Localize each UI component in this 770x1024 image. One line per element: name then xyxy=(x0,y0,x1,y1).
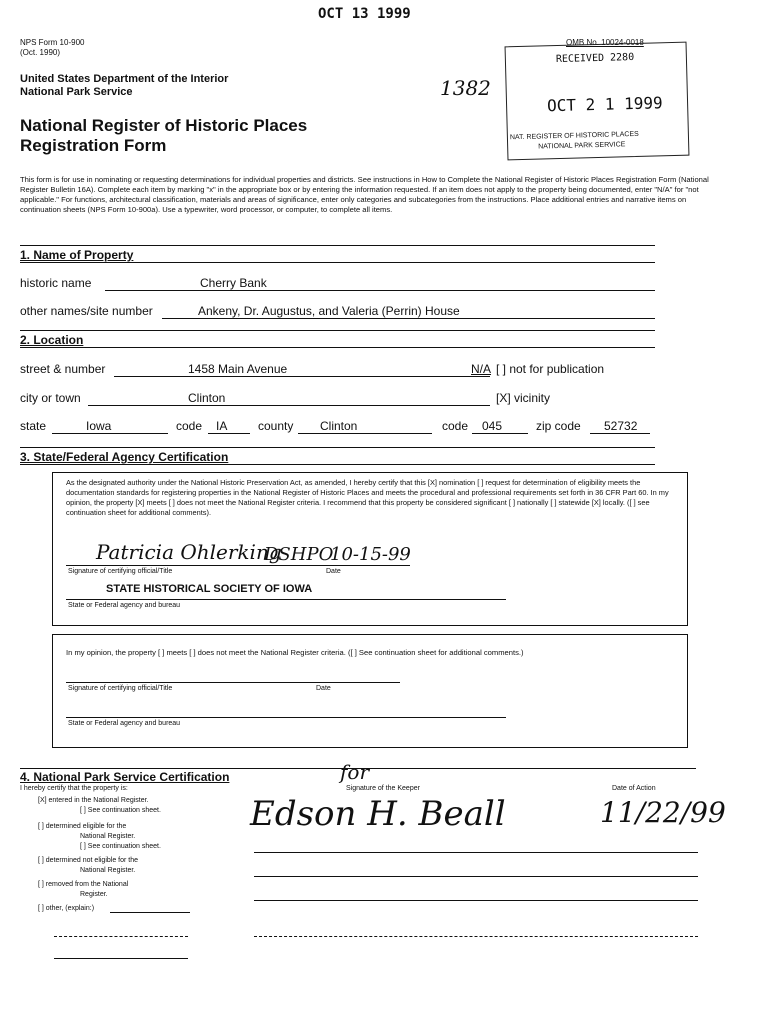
instructions-text: This form is for use in nominating or requesting determinations for individual properties and districts. See instructions in How to Complete the National Register of Historic Places Registration Form (National Register Bulletin 16A). Complete each item by marking "x" in the appropriate box or by entering the information requested. If an item does not apply to the property being documented, enter "N/A" for "not applicable." For functions, architectural classification, materials and areas of significance, enter only categories and subcategories from the instructions. Place additional entries and narrative items on continuation sheets (NPS Form 10-900a). Use a typewriter, word processor, or computer, to complete all items. xyxy=(20,175,709,214)
na-value: N/A xyxy=(471,362,492,376)
date-of-action-label: Date of Action xyxy=(612,785,656,792)
opt-eligible-line2: National Register. xyxy=(80,833,136,840)
received-stamp xyxy=(505,42,690,161)
opinion-text: In my opinion, the property [ ] meets [ ] does not meet the National Register criteria. ([ ] See continuation sheet for additional comments.) xyxy=(66,648,524,657)
opt-eligible[interactable]: [ ] determined eligible for the xyxy=(38,823,127,830)
service: National Park Service xyxy=(20,86,133,98)
page-title: National Register of Historic Places xyxy=(20,116,308,135)
received-date: OCT 2 1 1999 xyxy=(546,93,663,116)
section-2-heading: 2. Location xyxy=(20,333,84,347)
received-org: NAT. REGISTER OF HISTORIC PLACES xyxy=(509,130,639,142)
keeper-for-hand: for xyxy=(340,760,370,784)
city-value: Clinton xyxy=(188,391,226,405)
state-label: state xyxy=(20,419,47,433)
section-4-heading: 4. National Park Service Certification xyxy=(20,770,230,784)
opt-other[interactable]: [ ] other, (explain:) xyxy=(38,905,95,912)
other-names-value: Ankeny, Dr. Augustus, and Valeria (Perrin) House xyxy=(198,304,460,318)
street-label: street & number xyxy=(20,362,106,376)
opt-entered[interactable]: [X] entered in the National Register. xyxy=(38,797,149,804)
state-agency: STATE HISTORICAL SOCIETY OF IOWA xyxy=(106,583,313,595)
state-code-value: IA xyxy=(216,419,228,433)
state-title-hand: DSHPO xyxy=(264,544,334,565)
state-agency-label: State or Federal agency and bureau xyxy=(68,602,181,609)
state-value: Iowa xyxy=(86,419,112,433)
state-cert-text: As the designated authority under the National Historic Preservation Act, as amended, I hereby certify that this [X] nomination [ ] request for determination of eligibility meets the documentation standards for registering properties in the National Register of Historic Places and meets the procedural and professional requirements set forth in 36 CFR Part 60. In my opinion, the property [X] meets [ ] does not meet the National Register criteria. I recommend that this property be considered significant [ ] nationally [ ] statewide [X] locally. ([ ] see continuation sheet for additional comments). xyxy=(66,478,669,517)
received-org2: NATIONAL PARK SERVICE xyxy=(538,141,626,151)
handwritten-number: 1382 xyxy=(440,76,491,100)
keeper-signature: Edson H. Beall xyxy=(250,794,506,834)
keeper-intro: I hereby certify that the property is: xyxy=(20,785,128,792)
state-signature-label: Signature of certifying official/Title xyxy=(68,568,173,575)
county-code-label: code xyxy=(442,419,469,433)
other-names-label: other names/site number xyxy=(20,304,153,318)
state-signature: Patricia Ohlerking xyxy=(96,540,282,564)
keeper-signature-label: Signature of the Keeper xyxy=(346,785,420,792)
county-label: county xyxy=(258,419,294,433)
opt-entered-continuation[interactable]: [ ] See continuation sheet. xyxy=(80,807,161,814)
county-value: Clinton xyxy=(320,419,358,433)
section-1-heading: 1. Name of Property xyxy=(20,248,134,262)
opinion-signature-label: Signature of certifying official/Title xyxy=(68,685,173,692)
zip-label: zip code xyxy=(536,419,581,433)
zip-value: 52732 xyxy=(604,419,638,433)
opt-not-eligible[interactable]: [ ] determined not eligible for the xyxy=(38,857,139,864)
date-of-action-hand: 11/22/99 xyxy=(600,796,726,829)
street-value: 1458 Main Avenue xyxy=(188,362,288,376)
omb-number: OMB No. 10024-0018 xyxy=(566,38,644,47)
historic-name-value: Cherry Bank xyxy=(200,276,267,290)
historic-name-label: historic name xyxy=(20,276,92,290)
top-date-stamp: OCT 13 1999 xyxy=(318,6,411,22)
not-for-publication[interactable]: [ ] not for publication xyxy=(496,362,605,376)
form-date: (Oct. 1990) xyxy=(20,48,61,57)
opinion-date-label: Date xyxy=(316,685,331,692)
state-code-label: code xyxy=(176,419,203,433)
opt-eligible-continuation[interactable]: [ ] See continuation sheet. xyxy=(80,843,161,850)
department: United States Department of the Interior xyxy=(20,73,229,85)
vicinity-checkbox[interactable]: [X] vicinity xyxy=(496,391,551,405)
state-date-label: Date xyxy=(326,568,341,575)
state-date-hand: 10-15-99 xyxy=(330,544,411,565)
county-code-value: 045 xyxy=(482,419,503,433)
opt-removed[interactable]: [ ] removed from the National xyxy=(38,881,129,888)
page-subtitle: Registration Form xyxy=(20,136,167,155)
opt-removed-line2: Register. xyxy=(80,891,108,898)
city-label: city or town xyxy=(20,391,81,405)
form-id: NPS Form 10-900 xyxy=(20,38,85,47)
opinion-agency-label: State or Federal agency and bureau xyxy=(68,720,181,727)
received-label: RECEIVED 2280 xyxy=(555,52,635,66)
section-3-heading: 3. State/Federal Agency Certification xyxy=(20,450,229,464)
opt-not-eligible-line2: National Register. xyxy=(80,867,136,874)
